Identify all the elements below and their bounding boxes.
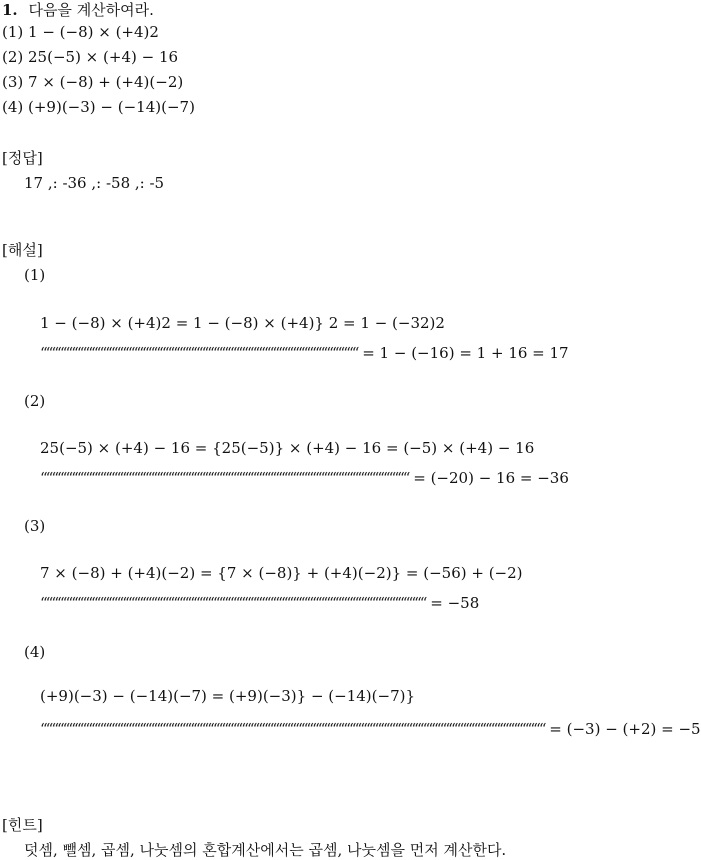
solution-part-1-line1: 1 − (−8) × (+4)2 = 1 − (−8) × (+4)} 2 = 1 − (−32)2 <box>40 314 445 332</box>
hint-heading: [힌트] <box>2 816 43 834</box>
hint-text: 덧셈, 뺄셈, 곱셈, 나눗셈의 혼합계산에서는 곱셈, 나눗셈을 먼저 계산한다. <box>24 841 507 859</box>
problem-header <box>2 0 154 20</box>
problem-item-4: (4) (+9)(−3) − (−14)(−7) <box>2 98 195 116</box>
solution-part-1-quote-marks: ““““““““““““““““““““““““““““““““““““““““““““““““““““““““ <box>40 344 358 362</box>
solution-part-4-line2 <box>40 719 701 739</box>
solution-part-2-line1: 25(−5) × (+4) − 16 = {25(−5)} × (+4) − 16 = (−5) × (+4) − 16 <box>40 439 535 457</box>
solution-part-1-line2 <box>40 343 569 363</box>
problem-item-2: (2) 25(−5) × (+4) − 16 <box>2 48 179 66</box>
solution-part-2-result: = (−20) − 16 = −36 <box>413 469 569 487</box>
solution-part-4-label: (4) <box>24 643 46 661</box>
solution-part-1-label: (1) <box>24 266 46 284</box>
problem-item-1: (1) 1 − (−8) × (+4)2 <box>2 23 159 41</box>
solution-part-3-result: = −58 <box>430 594 480 612</box>
answer-heading: [정답] <box>2 149 43 167</box>
solution-part-2-quote-marks: “““““““““““““““““““““““““““““““““““““““““““““““““““““““““““““““““ <box>40 469 409 487</box>
solution-part-3-line2 <box>40 593 479 613</box>
solution-part-1-result: = 1 − (−16) = 1 + 16 = 17 <box>362 344 569 362</box>
problem-number: 1. <box>2 1 18 19</box>
problem-instruction: 다음을 계산하여라. <box>28 1 154 19</box>
solution-part-3-label: (3) <box>24 517 46 535</box>
answer-text: 17 ,: -36 ,: -58 ,: -5 <box>24 174 165 192</box>
solution-part-2-line2 <box>40 468 569 488</box>
solution-part-4-result: = (−3) − (+2) = −5 <box>549 720 701 738</box>
solution-part-3-quote-marks: ““““““““““““““““““““““““““““““““““““““““““““““““““““““““““““““““““““ <box>40 594 426 612</box>
solution-part-4-quote-marks: “““““““““““““““““““““““““““““““““““““““““““““““““““““““““““““““““““““““““““““““““““““““““ <box>40 720 545 738</box>
solution-part-4-line1: (+9)(−3) − (−14)(−7) = (+9)(−3)} − (−14)(−7)} <box>40 687 416 705</box>
problem-item-3: (3) 7 × (−8) + (+4)(−2) <box>2 73 184 91</box>
solution-part-2-label: (2) <box>24 392 46 410</box>
solution-heading: [해설] <box>2 241 43 259</box>
solution-part-3-line1: 7 × (−8) + (+4)(−2) = {7 × (−8)} + (+4)(−2)} = (−56) + (−2) <box>40 564 523 582</box>
